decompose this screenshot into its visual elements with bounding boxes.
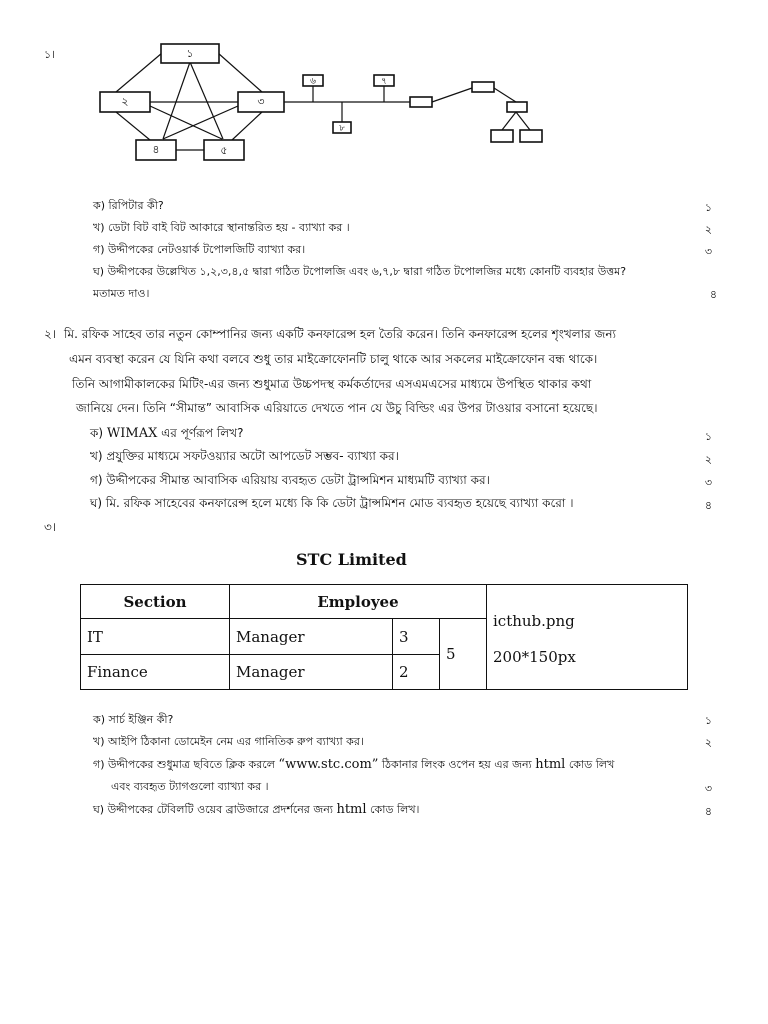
q1-item-ga: গ) উদ্দীপকের নেটওয়ার্ক টপোলজিটি ব্যাখ্যা কর। — [93, 243, 306, 256]
q2-mark-kha: ২ — [704, 453, 712, 466]
q1-item-kha: খ) ডেটা বিট বাই বিট আকারে স্থানান্তরিত হয় - ব্যাখ্যা কর । — [93, 221, 350, 234]
q2-stem-line-1: মি. রফিক সাহেব তার নতুন কোম্পানির জন্য একটি কনফারেন্স হল তৈরি করেন। তিনি কনফারেন্স হলের শৃংখলার জন্য — [64, 327, 616, 341]
q2-stem-line-3: তিনি আগামীকালকের মিটিং-এর জন্য শুধুমাত্র উচ্চপদস্থ কর্মকর্তাদের এসএমএসের মাধ্যমে উপস্থিত থাকার কথা — [72, 377, 592, 391]
q2-stem-line-4: জানিয়ে দেন। তিনি “সীমান্ত” আবাসিক এরিয়াতে দেখতে পান যে উচু বিল্ডিং এর উপর টাওয়ার বসানো হয়েছে। — [76, 401, 598, 415]
image-dimensions: 200*150px — [493, 648, 576, 666]
cell-count: 3 — [393, 619, 440, 655]
q3-mark-ka: ১ — [704, 714, 712, 727]
table-title: STC Limited — [296, 550, 407, 569]
q2-item-ka-text: এর পূর্ণরূপ লিখ? — [157, 426, 244, 440]
question-1-number: ১। — [44, 48, 56, 61]
cell-total: 5 — [440, 619, 487, 690]
cell-count: 2 — [393, 655, 440, 690]
tree-root-node — [507, 102, 527, 112]
image-placeholder-cell — [487, 585, 688, 690]
tree-leaf-right — [520, 130, 542, 142]
q1-item-gha-cont: মতামত দাও। — [93, 287, 150, 300]
tree-leaf-left — [491, 130, 513, 142]
cell-role: Manager — [230, 619, 393, 655]
q3-item-ka: ক) সার্চ ইঞ্জিন কী? — [93, 713, 174, 726]
q3-item-ga-cont: এবং ব্যবহৃত ট্যাগগুলো ব্যাখ্যা কর । — [111, 780, 269, 793]
bus-end-node — [410, 97, 432, 107]
q3-item-kha: খ) আইপি ঠিকানা ডোমেইন নেম এর গানিতিক রুপ ব্যাখ্যা কর। — [93, 735, 364, 748]
q1-mark-ka: ১ — [704, 201, 712, 214]
q1-item-gha: ঘ) উদ্দীপকের উল্লেখিত ১,২,৩,৪,৫ দ্বারা গঠিত টপোলজি এবং ৬,৭,৮ দ্বারা গঠিত টপোলজির মধ্যে কোনটি ব্যবহার উত্তম? — [93, 265, 627, 278]
tree-link-node — [472, 82, 494, 92]
q3-item-ga-url: “www.stc.com” — [278, 757, 379, 772]
q2-item-ka — [90, 425, 243, 445]
q1-mark-kha: ২ — [704, 223, 712, 236]
q3-item-gha-pre: ঘ) উদ্দীপকের টেবিলটি ওয়েব ব্রাউজারে প্রদর্শনের জন্য — [93, 803, 337, 816]
q3-mark-ga: ৩ — [704, 782, 712, 795]
node-3-label: ৩ — [257, 95, 265, 108]
q2-item-gha: ঘ) মি. রফিক সাহেবের কনফারেন্স হলে মধ্যে কি কি ডেটা ট্রান্সমিশন মোড ব্যবহৃত হয়েছে ব্যাখ্যা করো । — [90, 496, 574, 510]
q1-mark-gha: ৪ — [709, 288, 717, 301]
q3-item-ga — [93, 756, 614, 775]
q1-mark-ga: ৩ — [704, 245, 712, 258]
q3-mark-kha: ২ — [704, 736, 712, 749]
q3-item-gha — [93, 801, 420, 820]
cell-role: Manager — [230, 655, 393, 690]
q2-item-kha: খ) প্রযুক্তির মাধ্যমে সফটওয়্যার অটো আপডেট সম্ভব- ব্যাখ্যা কর। — [90, 449, 399, 463]
q3-item-ga-post: কোড লিখ — [565, 758, 615, 771]
node-7-label: ৭ — [381, 76, 387, 87]
q2-mark-gha: ৪ — [704, 499, 712, 512]
q3-item-gha-post: কোড লিখ। — [366, 803, 420, 816]
q2-mark-ka: ১ — [704, 430, 712, 443]
q3-item-ga-html: html — [535, 757, 566, 772]
node-6-label: ৬ — [310, 76, 316, 87]
header-employee: Employee — [230, 585, 487, 619]
cell-section: IT — [81, 619, 230, 655]
cell-section: Finance — [81, 655, 230, 690]
question-2-number: ২। — [44, 327, 57, 341]
q2-item-ka-prefix: ক) — [90, 426, 107, 440]
q1-item-ka: ক) রিপিটার কী? — [93, 199, 164, 212]
node-5-label: ৫ — [220, 144, 228, 157]
node-8-label: ৮ — [339, 123, 345, 134]
image-filename: icthub.png — [493, 612, 575, 630]
node-1-label: ১ — [186, 47, 194, 60]
q3-item-gha-html: html — [336, 802, 367, 817]
q3-item-ga-mid: ঠিকানার লিংক ওপেন হয় এর জন্য — [378, 758, 536, 771]
q2-mark-ga: ৩ — [704, 476, 712, 489]
node-4-label: ৪ — [152, 143, 160, 156]
node-2-label: ২ — [121, 95, 129, 108]
header-section: Section — [81, 585, 230, 619]
q3-item-ga-pre: গ) উদ্দীপকের শুধুমাত্র ছবিতে ক্লিক করলে — [93, 758, 279, 771]
network-topology-diagram — [0, 0, 768, 180]
q2-item-ka-term: WIMAX — [106, 426, 158, 441]
q3-mark-gha: ৪ — [704, 805, 712, 818]
question-3-number: ৩। — [44, 520, 57, 534]
q2-stem-line-2: এমন ব্যবস্থা করেন যে যিনি কথা বলবে শুধু তার মাইক্রোফোনটি চালু থাকে আর সকলের মাইক্রোফোন বন্ধ থাকে। — [69, 352, 598, 366]
employee-table — [80, 584, 688, 690]
q2-item-ga: গ) উদ্দীপকের সীমান্ত আবাসিক এরিয়ায় ব্যবহৃত ডেটা ট্রান্সমিশন মাধ্যমটি ব্যাখ্যা কর। — [90, 473, 490, 487]
